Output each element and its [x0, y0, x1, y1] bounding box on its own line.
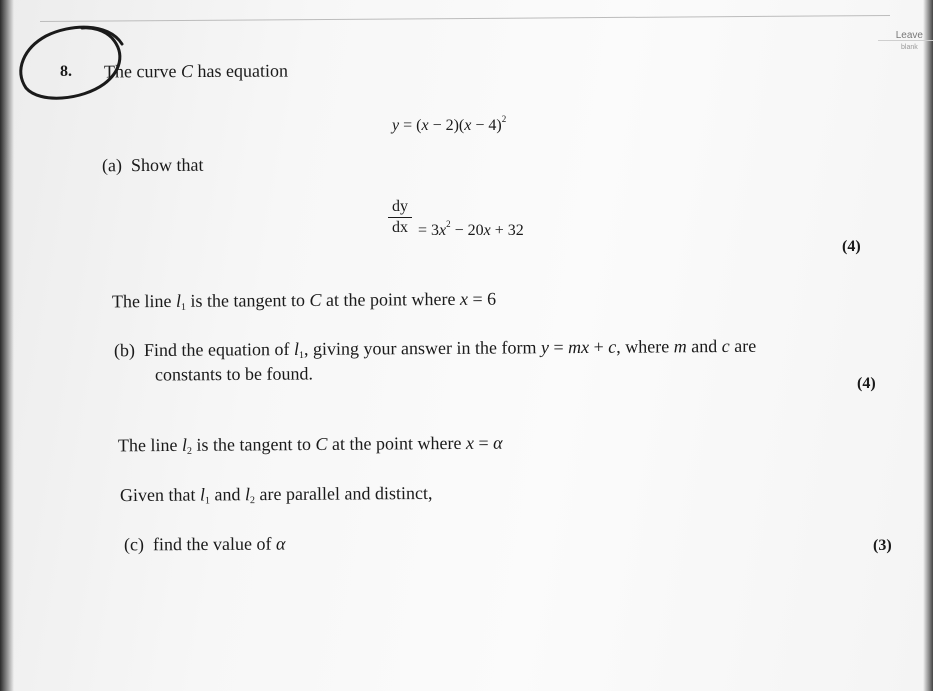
part-c-label: (c) — [123, 534, 145, 555]
pb-t4: and — [686, 335, 722, 357]
l1-c: C — [309, 289, 322, 310]
intro-end: has equation — [192, 60, 289, 82]
part-a-text: Show that — [130, 154, 204, 176]
pb-plus: + — [589, 336, 609, 357]
l2-alpha: α — [493, 432, 503, 453]
eq-minus4: − 4) — [471, 117, 502, 134]
blank-text: blank — [901, 44, 918, 51]
rhs-c: + 32 — [490, 222, 524, 239]
fraction-bar — [388, 217, 412, 218]
pb-t2: , giving your answer in the form — [303, 337, 541, 359]
hand-drawn-circle-annotation — [0, 0, 140, 110]
given-t2: and — [209, 484, 246, 505]
pb-eq: = — [548, 337, 569, 358]
question-intro — [104, 61, 288, 82]
part-a-label: (a) — [101, 155, 123, 176]
part-a-prompt — [102, 155, 204, 176]
part-a-marks: (4) — [842, 238, 861, 255]
given-t3: are parallel and distinct, — [254, 482, 433, 505]
pb-l: l — [293, 338, 300, 359]
part-b-prompt — [114, 336, 756, 367]
l2-x: x — [465, 432, 475, 453]
line-l2-statement — [118, 433, 503, 463]
given-sub1: 1 — [204, 495, 211, 507]
intro-var: C — [180, 61, 194, 82]
rhs-a: = 3 — [418, 222, 440, 239]
given-sub2: 2 — [249, 495, 256, 507]
given-l1: l — [199, 484, 206, 505]
pb-m2: m — [673, 336, 687, 357]
rhs-x2: x — [483, 222, 491, 239]
l1-t3: at the point where — [321, 288, 461, 310]
pc-text: find the value of — [152, 533, 277, 555]
pb-x: x — [581, 336, 590, 357]
eq-x1: x — [421, 117, 429, 134]
pc-alpha: α — [275, 533, 286, 554]
derivative-rhs — [418, 214, 524, 241]
pb-sub: 1 — [298, 349, 305, 361]
l2-l: l — [181, 434, 188, 455]
pb-m: m — [568, 336, 582, 358]
rhs-b: − 20 — [450, 222, 484, 239]
fraction-denominator: dx — [392, 219, 408, 236]
rhs-x: x — [439, 222, 447, 239]
fraction-numerator: dy — [392, 198, 408, 215]
question-number: 8. — [60, 63, 72, 80]
leave-blank-label — [896, 30, 923, 54]
given-l2: l — [244, 484, 251, 505]
eq-minus2: − 2)( — [428, 117, 465, 134]
l2-c: C — [315, 433, 328, 454]
given-t1: Given that — [119, 484, 201, 506]
l1-sub: 1 — [180, 301, 187, 313]
pb-t5: are — [729, 335, 757, 356]
l2-t1: The line — [117, 434, 183, 456]
l2-sub: 2 — [186, 445, 193, 457]
pb-c2: c — [721, 335, 730, 356]
part-b-label: (b) — [113, 340, 136, 361]
part-b-marks: (4) — [857, 375, 876, 392]
l1-t2: is the tangent to — [185, 289, 310, 311]
curve-equation — [392, 109, 506, 136]
intro-text: The curve — [103, 61, 182, 82]
part-c-marks: (3) — [873, 537, 892, 554]
given-statement — [120, 483, 433, 512]
eq-equals: = ( — [399, 117, 422, 134]
derivative-fraction — [388, 198, 412, 237]
eq-square: 2 — [501, 114, 507, 124]
pb-c: c — [608, 336, 617, 357]
top-rule — [40, 15, 890, 22]
part-c-prompt — [124, 534, 286, 555]
page-edge-shadow-right — [923, 0, 933, 691]
eq-y: y — [392, 117, 400, 134]
l2-t4: = — [473, 432, 494, 453]
l2-t2: is the tangent to — [191, 433, 316, 455]
leave-text: Leave — [895, 30, 923, 41]
pb-t1: Find the equation of — [143, 338, 295, 361]
pb-y: y — [540, 337, 549, 358]
eq-x2: x — [464, 117, 472, 134]
rhs-square: 2 — [446, 219, 451, 229]
part-b-continuation: constants to be found. — [154, 363, 314, 385]
l1-x: x — [459, 288, 469, 309]
pb-t3: , where — [616, 336, 674, 357]
l1-l: l — [175, 290, 182, 311]
l1-t1: The line — [111, 290, 177, 312]
l2-t3: at the point where — [327, 432, 467, 454]
l1-t4: = 6 — [467, 288, 497, 309]
line-l1-statement — [112, 289, 496, 319]
